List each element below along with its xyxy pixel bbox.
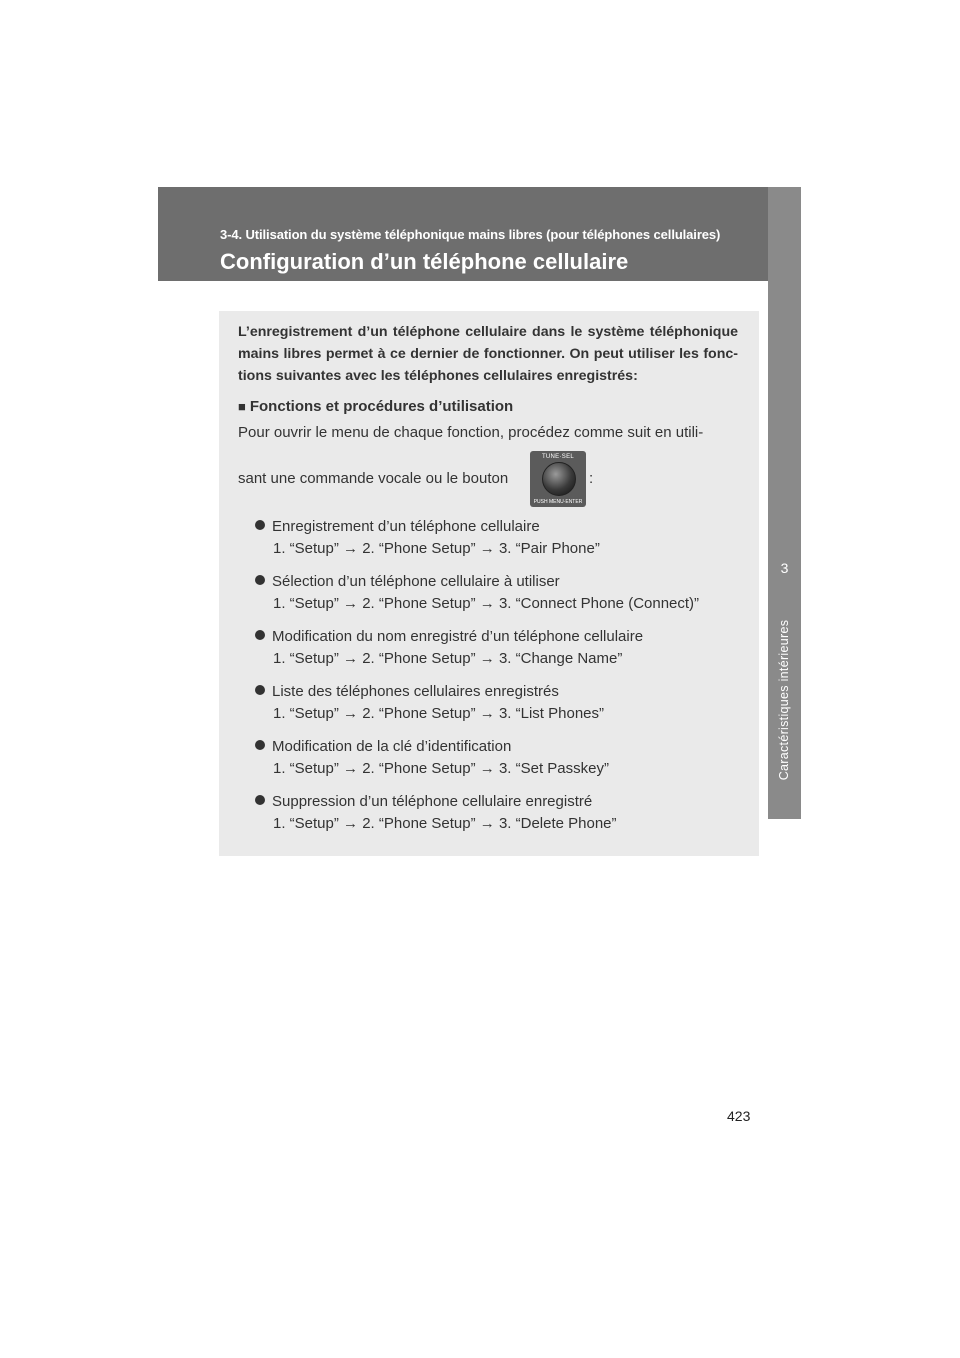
function-path: 1. “Setup” → 2. “Phone Setup” → 3. “Set Passkey” bbox=[273, 760, 609, 777]
bullet-icon bbox=[255, 685, 265, 695]
list-item bbox=[255, 681, 745, 725]
square-marker-icon: ■ bbox=[238, 399, 246, 414]
bullet-icon bbox=[255, 795, 265, 805]
page-title: Configuration d’un téléphone cellulaire bbox=[220, 249, 629, 274]
description-line-1: Pour ouvrir le menu de chaque fonction, procédez comme suit en utili- bbox=[238, 424, 704, 441]
function-title: Modification de la clé d’identification bbox=[255, 736, 745, 758]
function-path: 1. “Setup” → 2. “Phone Setup” → 3. “Change Name” bbox=[273, 650, 623, 667]
list-item bbox=[255, 791, 745, 835]
section-header bbox=[158, 187, 801, 281]
tune-sel-knob-icon bbox=[530, 451, 586, 507]
intro-paragraph: L’enregistrement d’un téléphone cellulaire dans le système téléphonique mains libres permet à ce dernier de fonctionner. On peut utiliser les fonc-tions suivantes avec les téléphones cellulaires enregistrés: bbox=[238, 324, 738, 384]
subheading bbox=[238, 398, 513, 415]
list-item bbox=[255, 626, 745, 670]
function-title: Enregistrement d’un téléphone cellulaire bbox=[255, 516, 745, 538]
section-label: 3-4. Utilisation du système téléphonique mains libres (pour téléphones cellulaires) bbox=[220, 227, 721, 242]
bullet-icon bbox=[255, 740, 265, 750]
knob-top-label: TUNE·SEL bbox=[541, 454, 575, 460]
chapter-label: Caractéristiques intérieures bbox=[777, 619, 791, 781]
function-title: Sélection d’un téléphone cellulaire à utiliser bbox=[255, 571, 745, 593]
chapter-number: 3 bbox=[780, 560, 789, 576]
subheading-text: Fonctions et procédures d’utilisation bbox=[249, 398, 514, 415]
page-number: 423 bbox=[727, 1108, 751, 1124]
function-path: 1. “Setup” → 2. “Phone Setup” → 3. “Pair Phone” bbox=[273, 540, 600, 557]
knob-dial bbox=[542, 462, 576, 496]
list-item bbox=[255, 571, 745, 615]
function-path: 1. “Setup” → 2. “Phone Setup” → 3. “List Phones” bbox=[273, 705, 604, 722]
bullet-icon bbox=[255, 520, 265, 530]
bullet-icon bbox=[255, 630, 265, 640]
list-item bbox=[255, 736, 745, 780]
function-title: Suppression d’un téléphone cellulaire enregistré bbox=[255, 791, 745, 813]
description-end: : bbox=[589, 470, 594, 487]
bullet-icon bbox=[255, 575, 265, 585]
description-line-2: sant une commande vocale ou le bouton bbox=[238, 470, 509, 487]
function-path: 1. “Setup” → 2. “Phone Setup” → 3. “Delete Phone” bbox=[273, 815, 617, 832]
function-title: Modification du nom enregistré d’un téléphone cellulaire bbox=[255, 626, 745, 648]
function-title: Liste des téléphones cellulaires enregistrés bbox=[255, 681, 745, 703]
knob-bottom-label: PUSH MENU·ENTER bbox=[533, 499, 583, 505]
content-box bbox=[219, 311, 759, 856]
list-item bbox=[255, 516, 745, 560]
function-path: 1. “Setup” → 2. “Phone Setup” → 3. “Connect Phone (Connect)” bbox=[273, 595, 700, 612]
